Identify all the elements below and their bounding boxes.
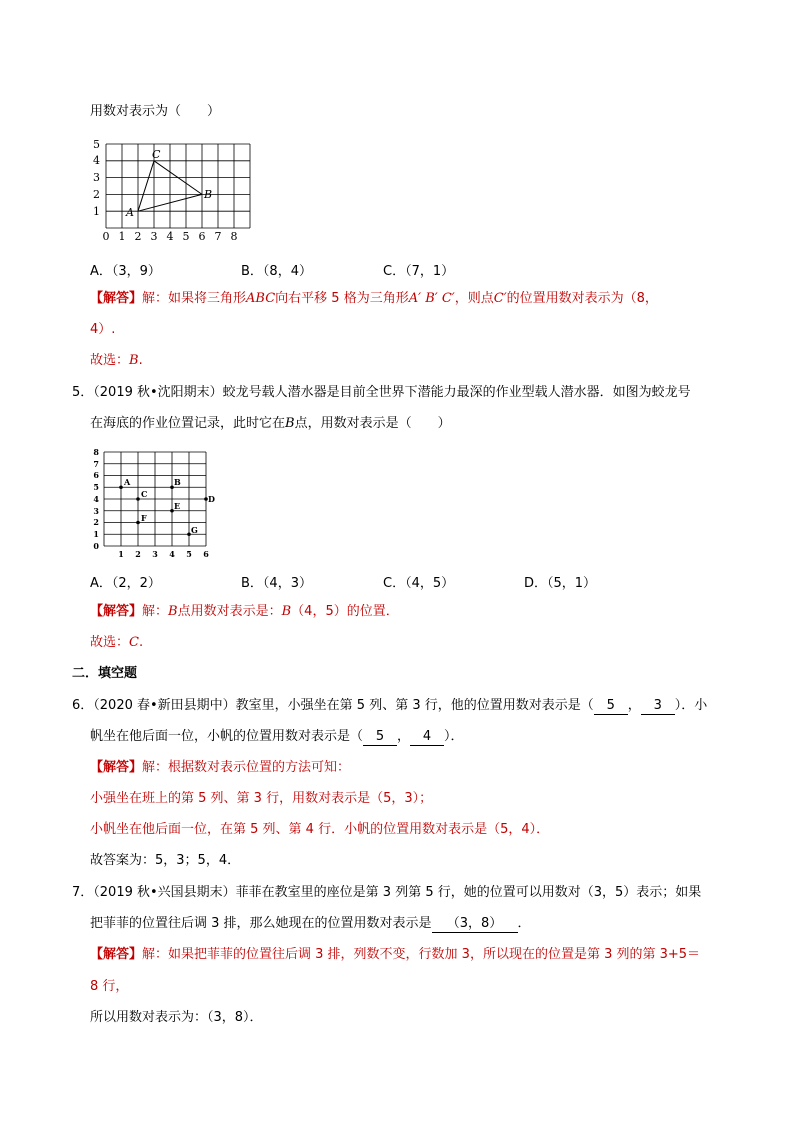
choose-end: . — [138, 635, 144, 650]
q5-text: 在海底的作业位置记录，此时它在 — [90, 416, 286, 431]
q6-text: ）． — [444, 729, 464, 744]
q5-x-ticks — [118, 549, 209, 559]
answer-text: 点用数对表示是： — [177, 604, 282, 619]
q4-x-tick: 7 — [214, 230, 222, 243]
q6-final-answer: 故答案为：5，3；5，4． — [90, 853, 241, 868]
math-var: B — [168, 604, 178, 619]
q5-y-tick: 4 — [93, 494, 99, 504]
q6-blank-4: 4 — [410, 729, 444, 746]
choose-end: . — [138, 353, 143, 368]
answer-tag: 【解答】 — [90, 291, 143, 306]
q5-y-tick: 6 — [93, 470, 99, 480]
q7-line2 — [90, 916, 531, 933]
q5-x-tick: 2 — [135, 549, 141, 559]
q4-option-a: A．（3，9） — [90, 264, 161, 279]
q5-label-c: C — [141, 489, 148, 499]
q5-y-tick: 1 — [93, 529, 99, 539]
q4-choose — [90, 353, 143, 369]
q4-y-tick: 1 — [93, 205, 100, 218]
q5-point-a — [119, 485, 123, 489]
q6-answer-line3: 小帆坐在他后面一位，在第 5 列、第 4 行．小帆的位置用数对表示是（5，4）． — [90, 822, 550, 837]
q6-text: 6．（2020 春•新田县期中）教室里，小强坐在第 5 列、第 3 行，他的位置用数对表示是（ — [72, 698, 594, 713]
q5-text: 点，用数对表示是（ ） — [294, 416, 451, 431]
q6-blank-2: 3 — [641, 698, 675, 715]
q5-option-b: B．（4，3） — [241, 576, 312, 591]
answer-text: ，则点 — [454, 291, 494, 306]
q4-label-c: C — [152, 148, 161, 161]
q4-x-tick: 4 — [166, 230, 174, 243]
q5-x-tick: 1 — [118, 549, 124, 559]
q5-answer — [90, 604, 399, 620]
math-var: A′ B′ C′ — [408, 291, 455, 306]
q5-line2 — [90, 416, 451, 432]
q5-y-tick: 2 — [93, 517, 99, 527]
choose-label: 故选： — [90, 635, 130, 650]
q5-label-d: D — [208, 494, 215, 504]
q5-line1: 5．（2019 秋•沈阳期末）蛟龙号载人潜水器是目前全世界下潜能力最深的作业型载人潜水器．如图为蛟龙号 — [72, 385, 691, 400]
answer-text: 的位置用数对表示为（8， — [506, 291, 658, 306]
q5-grid-figure — [88, 446, 224, 562]
q7-answer-line2: 8 行， — [90, 979, 129, 994]
q6-answer-line2: 小强坐在班上的第 5 列、第 3 行，用数对表示是（5，3）； — [90, 791, 433, 806]
answer-tag: 【解答】 — [90, 604, 143, 619]
q4-x-tick: 2 — [134, 230, 142, 243]
q5-choose — [90, 635, 143, 651]
math-var: C′ — [493, 291, 507, 306]
q5-y-ticks — [93, 447, 99, 551]
answer-text: 向右平移 5 格为三角形 — [275, 291, 409, 306]
q5-y-tick: 5 — [93, 482, 99, 492]
q4-x-tick: 0 — [102, 230, 110, 243]
q7-answer-line3: 所以用数对表示为：（3，8）． — [90, 1010, 263, 1025]
choose-letter: B — [129, 353, 139, 368]
q7-text: 把菲菲的位置往后调 3 排，那么她现在的位置用数对表示是 — [90, 916, 432, 931]
answer-text: 解：如果将三角形 — [142, 291, 247, 306]
q6-answer-line1 — [90, 760, 350, 776]
choose-label: 故选： — [90, 353, 130, 368]
q5-point-c — [136, 497, 140, 501]
q4-option-c: C．（7，1） — [383, 264, 455, 279]
q5-y-tick: 0 — [93, 541, 99, 551]
q4-x-tick: 6 — [198, 230, 206, 243]
q5-label-a: A — [124, 477, 131, 487]
q6-line1 — [72, 698, 707, 715]
q7-text: ． — [517, 916, 531, 931]
answer-text: 解：如果把菲菲的位置往后调 3 排，列数不变，行数加 3，所以现在的位置是第 3 列的第 3+5＝ — [142, 947, 701, 962]
answer-text: 解： — [142, 604, 169, 619]
q5-option-c: C．（4，5） — [383, 576, 455, 591]
answer-tag: 【解答】 — [90, 760, 143, 775]
q4-y-tick: 2 — [93, 188, 100, 201]
q6-blank-3: 5 — [363, 729, 397, 746]
q4-x-tick: 1 — [118, 230, 126, 243]
q7-answer-line1 — [90, 947, 700, 963]
q4-y-tick: 3 — [93, 171, 100, 184]
q4-answer-line1 — [90, 291, 658, 307]
q6-line2 — [90, 729, 464, 746]
q4-option-b: B．（8，4） — [241, 264, 312, 279]
q5-x-tick: 6 — [203, 549, 209, 559]
q4-grid-figure — [88, 136, 258, 244]
q4-x-tick: 8 — [230, 230, 238, 243]
section-title: 二．填空题 — [72, 666, 138, 681]
answer-tag: 【解答】 — [90, 947, 143, 962]
q6-text: ）．小 — [674, 698, 708, 713]
q4-x-tick: 3 — [150, 230, 158, 243]
q5-label-g: G — [191, 525, 198, 535]
q4-y-ticks — [93, 138, 100, 218]
q5-label-f: F — [141, 513, 147, 523]
q7-blank: （3，8） — [432, 916, 518, 933]
q5-label-e: E — [174, 501, 181, 511]
choose-letter: C — [129, 635, 139, 650]
math-var: ABC — [246, 291, 276, 306]
q4-stem: 用数对表示为（ ） — [90, 104, 221, 119]
q6-text: 帆坐在他后面一位，小帆的位置用数对表示是（ — [90, 729, 364, 744]
q4-y-tick: 5 — [93, 138, 100, 151]
q5-label-b: B — [174, 477, 181, 487]
q5-option-d: D．（5，1） — [524, 576, 597, 591]
math-var: B — [285, 416, 295, 431]
q5-y-tick: 7 — [93, 459, 99, 469]
q5-point-f — [136, 521, 140, 525]
q6-blank-1: 5 — [594, 698, 628, 715]
q4-answer-line2: 4）. — [90, 322, 116, 337]
q6-sep: ， — [627, 698, 641, 713]
q5-x-tick: 3 — [152, 549, 158, 559]
q6-sep: ， — [397, 729, 411, 744]
q7-line1: 7．（2019 秋•兴国县期末）菲菲在教室里的座位是第 3 列第 5 行，她的位置可以用数对（3，5）表示；如果 — [72, 885, 702, 900]
q4-label-b: B — [204, 188, 213, 201]
q5-y-tick: 3 — [93, 506, 99, 516]
q5-y-tick: 8 — [93, 447, 99, 457]
q5-x-tick: 5 — [186, 549, 192, 559]
q4-x-tick: 5 — [182, 230, 190, 243]
q4-label-a: A — [126, 206, 134, 219]
q5-point-labels — [123, 477, 215, 535]
q5-x-tick: 4 — [169, 549, 175, 559]
q5-option-a: A．（2，2） — [90, 576, 161, 591]
math-var: B — [281, 604, 292, 619]
q4-x-ticks — [103, 230, 238, 243]
answer-text: 解：根据数对表示位置的方法可知： — [142, 760, 351, 775]
answer-text: （4，5）的位置． — [291, 604, 399, 619]
q4-y-tick: 4 — [93, 154, 100, 167]
